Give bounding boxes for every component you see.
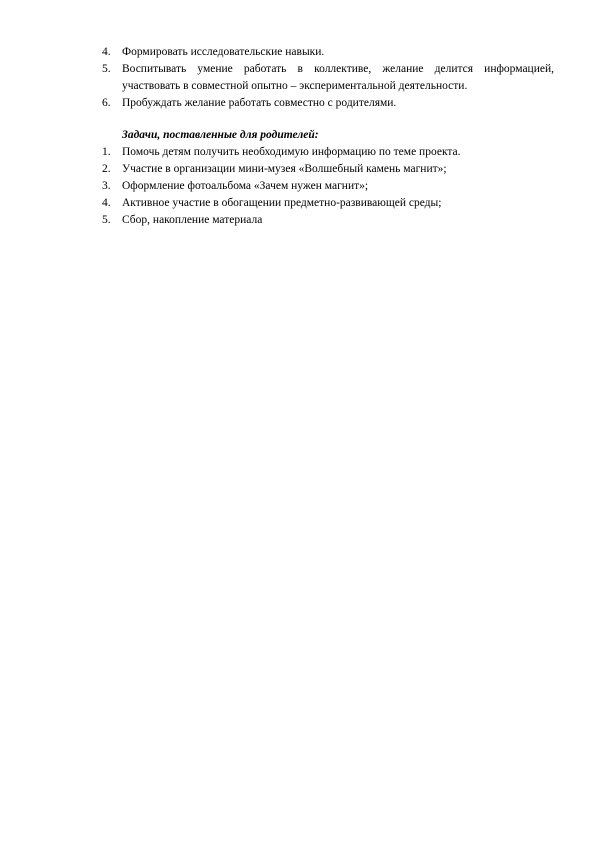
goals-list bbox=[102, 44, 554, 112]
list-item-text: Воспитывать умение работать в коллективе, желание делится информацией, участвовать в совместной опытно – экспериментальной деятельности. bbox=[122, 63, 554, 92]
list-item-number: 1. bbox=[102, 146, 111, 158]
list-item-text: Помочь детям получить необходимую информацию по теме проекта. bbox=[122, 146, 461, 158]
list-item-text: Оформление фотоальбома «Зачем нужен магнит»; bbox=[122, 180, 369, 192]
list-item-text: Активное участие в обогащении предметно-развивающей среды; bbox=[122, 197, 442, 209]
list-item bbox=[102, 178, 554, 195]
list-item bbox=[102, 195, 554, 212]
list-item-number: 3. bbox=[102, 180, 111, 192]
list-item-number: 5. bbox=[102, 63, 111, 75]
list-item-text: Участие в организации мини-музея «Волшебный камень магнит»; bbox=[122, 163, 447, 175]
list-item-text: Пробуждать желание работать совместно с родителями. bbox=[122, 97, 397, 109]
list-item bbox=[102, 212, 554, 229]
list-item bbox=[102, 61, 554, 95]
list-item bbox=[102, 44, 554, 61]
list-item-number: 2. bbox=[102, 163, 111, 175]
parents-tasks-list bbox=[102, 144, 554, 229]
list-item bbox=[102, 144, 554, 161]
list-item-number: 4. bbox=[102, 197, 111, 209]
list-item-text: Формировать исследовательские навыки. bbox=[122, 46, 325, 58]
parents-tasks-heading: Задачи, поставленные для родителей: bbox=[122, 129, 319, 141]
list-item-number: 5. bbox=[102, 214, 111, 226]
list-item-text: Сбор, накопление материала bbox=[122, 214, 263, 226]
list-item bbox=[102, 161, 554, 178]
list-item-number: 6. bbox=[102, 97, 111, 109]
list-item bbox=[102, 95, 554, 112]
list-item-number: 4. bbox=[102, 46, 111, 58]
